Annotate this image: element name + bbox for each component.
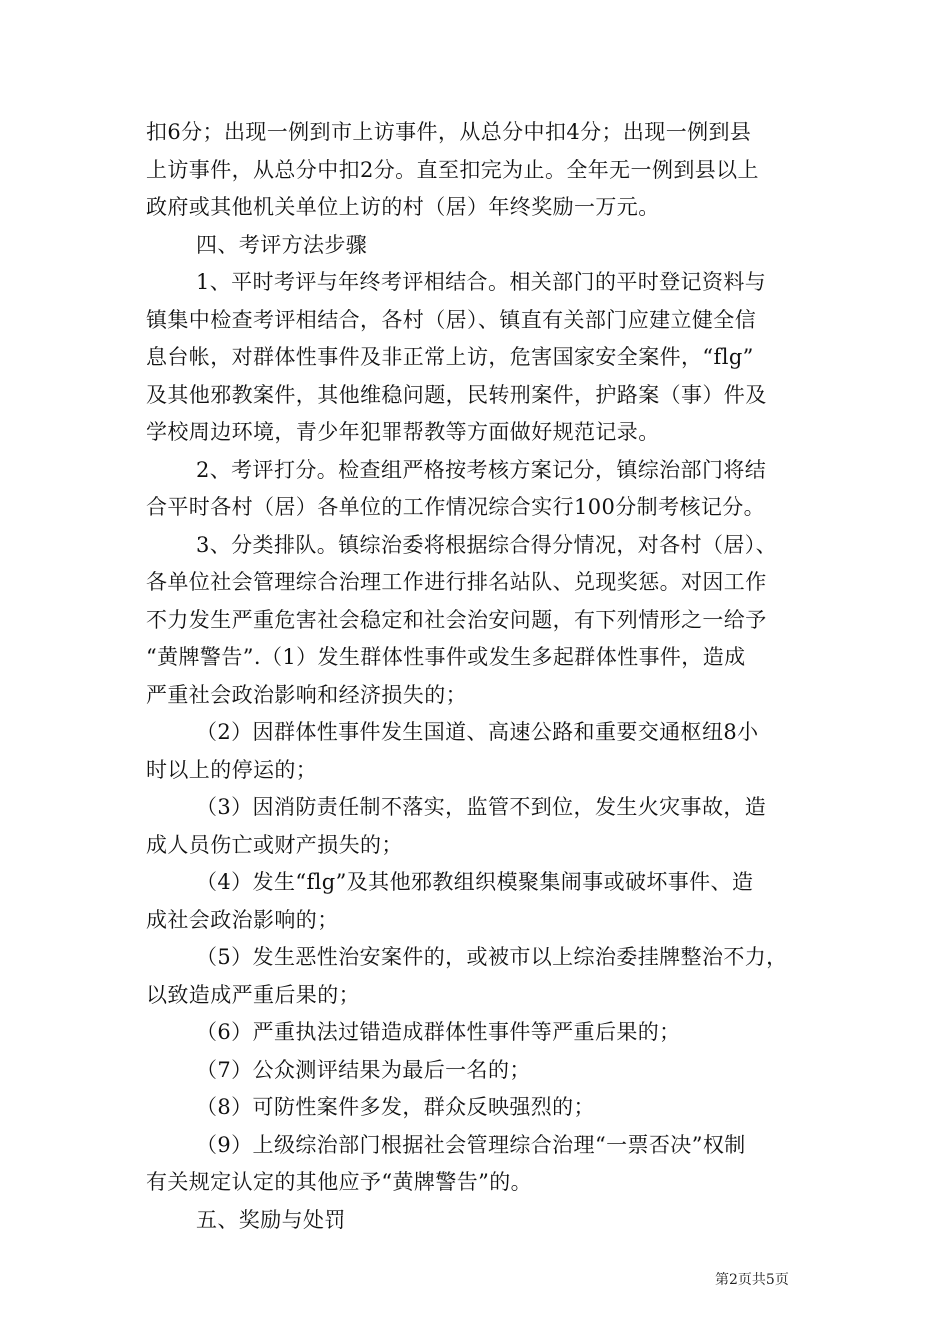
text-line-12: 3、分类排队。镇综治委将根据综合得分情况，对各村（居）、 — [196, 532, 778, 557]
text-line-15: “黄牌警告”.（1）发生群体性事件或发生多起群体性事件，造成 — [146, 645, 746, 669]
text-line-7: 息台帐，对群体性事件及非正常上访，危害国家安全案件，“flg” — [146, 345, 754, 369]
text-line-9: 学校周边环境，青少年犯罪帮教等方面做好规范记录。 — [146, 420, 660, 444]
text-line-21: （4）发生“flg”及其他邪教组织模聚集闹事或破坏事件、造 — [196, 870, 754, 894]
text-line-3: 政府或其他机关单位上访的村（居）年终奖励一万元。 — [146, 195, 660, 219]
text-line-29: 有关规定认定的其他应予“黄牌警告”的。 — [146, 1170, 533, 1194]
page-number-footer: 第2页共5页 — [715, 1272, 789, 1288]
text-line-16: 严重社会政治影响和经济损失的； — [146, 682, 467, 707]
text-line-8: 及其他邪教案件，其他维稳问题，民转刑案件，护路案（事）件及 — [146, 382, 767, 407]
text-line-6: 镇集中检查考评相结合，各村（居）、镇直有关部门应建立健全信 — [146, 307, 757, 332]
text-line-26: （7）公众测评结果为最后一名的； — [196, 1057, 531, 1082]
text-line-19: （3）因消防责任制不落实，监管不到位，发生火灾事故，造 — [196, 795, 767, 819]
text-line-22: 成社会政治影响的； — [146, 907, 339, 932]
text-line-1: 扣6分；出现一例到市上访事件，从总分中扣4分；出现一例到县 — [146, 120, 752, 144]
document-body — [146, 114, 808, 1239]
text-line-14: 不力发生严重危害社会稳定和社会治安问题，有下列情形之一给予 — [146, 607, 767, 632]
text-line-2: 上访事件，从总分中扣2分。直至扣完为止。全年无一例到县以上 — [146, 157, 759, 182]
text-line-10: 2、考评打分。检查组严格按考核方案记分，镇综治部门将结 — [196, 457, 767, 482]
text-line-11: 合平时各村（居）各单位的工作情况综合实行100分制考核记分。 — [146, 495, 766, 519]
section-heading-4: 四、考评方法步骤 — [196, 232, 368, 257]
text-line-27: （8）可防性案件多发，群众反映强烈的； — [196, 1095, 595, 1119]
text-line-24: 以致造成严重后果的； — [146, 982, 360, 1007]
text-line-20: 成人员伤亡或财产损失的； — [146, 832, 403, 857]
text-line-28: （9）上级综治部门根据社会管理综合治理“一票否决”权制 — [196, 1132, 746, 1157]
text-line-13: 各单位社会管理综合治理工作进行排名站队、兑现奖惩。对因工作 — [146, 570, 767, 594]
text-line-5: 1、平时考评与年终考评相结合。相关部门的平时登记资料与 — [196, 270, 767, 294]
text-line-25: （6）严重执法过错造成群体性事件等严重后果的； — [196, 1020, 681, 1044]
section-heading-30: 五、奖励与处罚 — [196, 1207, 346, 1232]
text-line-17: （2）因群体性事件发生国道、高速公路和重要交通枢纽8小 — [196, 720, 759, 744]
text-line-23: （5）发生恶性治安案件的，或被市以上综治委挂牌整治不力， — [196, 945, 788, 969]
text-line-18: 时以上的停运的； — [146, 757, 318, 782]
